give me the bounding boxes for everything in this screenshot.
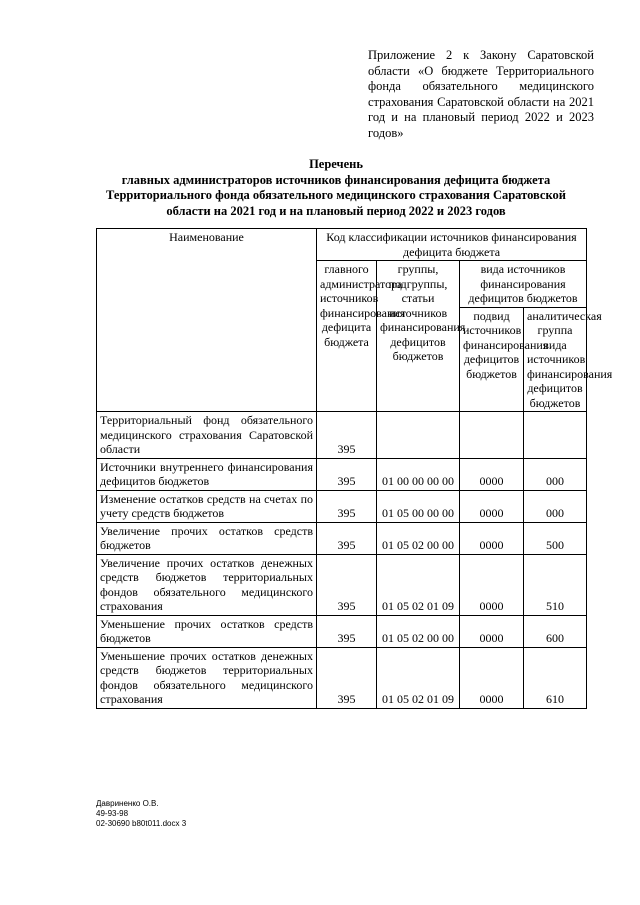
document-title (96, 157, 576, 219)
row-analytic-code: 610 (524, 647, 587, 708)
row-group-code: 01 00 00 00 00 (377, 458, 460, 490)
header-code: Код классификации источников финансирования дефицита бюджета (317, 229, 587, 261)
row-admin-code: 395 (317, 458, 377, 490)
row-analytic-code: 500 (524, 522, 587, 554)
row-analytic-code: 600 (524, 615, 587, 647)
table-row (97, 615, 587, 647)
row-analytic-code: 000 (524, 490, 587, 522)
row-group-code: 01 05 02 01 09 (377, 647, 460, 708)
row-subkind-code (460, 412, 524, 459)
row-group-code: 01 05 02 01 09 (377, 554, 460, 615)
header-group: группы, подгруппы, статьи источников финансирования дефицитов бюджетов (377, 261, 460, 412)
row-name: Уменьшение прочих остатков средств бюджетов (97, 615, 317, 647)
row-group-code: 01 05 02 00 00 (377, 615, 460, 647)
table-row (97, 522, 587, 554)
row-admin-code: 395 (317, 615, 377, 647)
row-analytic-code: 000 (524, 458, 587, 490)
footer-file: 02-30690 b80t011.docx 3 (96, 819, 187, 828)
row-name: Источники внутреннего финансирования дефицитов бюджетов (97, 458, 317, 490)
row-subkind-code: 0000 (460, 647, 524, 708)
row-subkind-code: 0000 (460, 490, 524, 522)
header-name: Наименование (97, 229, 317, 412)
footer-author: Давриненко О.В. (96, 799, 159, 808)
row-name: Уменьшение прочих остатков денежных средств бюджетов территориальных фондов обязательного медицинского страхования (97, 647, 317, 708)
row-name: Увеличение прочих остатков денежных средств бюджетов территориальных фондов обязательного медицинского страхования (97, 554, 317, 615)
footer-phone: 49-93-98 (96, 809, 129, 818)
table-row (97, 490, 587, 522)
header-analytic: аналитическая группа вида источников финансирования дефицитов бюджетов (524, 307, 587, 412)
table-row (97, 458, 587, 490)
appendix-note: Приложение 2 к Закону Саратовской области «О бюджете Территориального фонда обязательного медицинского страхования Саратовской области на 2021 год и на плановый период 2022 и 2023 годов» (368, 48, 594, 140)
title-line-2: главных администраторов источников финансирования дефицита бюджета (121, 172, 551, 187)
table-row (97, 554, 587, 615)
title-line-3: Территориального фонда обязательного медицинского страхования Саратовской (106, 188, 566, 202)
row-admin-code: 395 (317, 412, 377, 459)
header-subkind: подвид источников финансирования дефицитов бюджетов (460, 307, 524, 412)
row-admin-code: 395 (317, 490, 377, 522)
row-subkind-code: 0000 (460, 554, 524, 615)
row-subkind-code: 0000 (460, 615, 524, 647)
title-line-1: Перечень (309, 157, 363, 171)
row-analytic-code (524, 412, 587, 459)
row-subkind-code: 0000 (460, 458, 524, 490)
title-line-4: области на 2021 год и на плановый период 2022 и 2023 годов (166, 203, 506, 218)
row-admin-code: 395 (317, 647, 377, 708)
header-admin: главного администратора источников финансирования дефицита бюджета (317, 261, 377, 412)
administrators-table (96, 228, 613, 709)
row-group-code (377, 412, 460, 459)
row-subkind-code: 0000 (460, 522, 524, 554)
row-name: Увеличение прочих остатков средств бюджетов (97, 522, 317, 554)
footer-info (96, 799, 186, 829)
row-group-code: 01 05 02 00 00 (377, 522, 460, 554)
header-kind: вида источников финансирования дефицитов бюджетов (460, 261, 587, 308)
row-name: Территориальный фонд обязательного медицинского страхования Саратовской области (97, 412, 317, 459)
row-analytic-code: 510 (524, 554, 587, 615)
row-admin-code: 395 (317, 522, 377, 554)
table-row (97, 412, 587, 459)
row-group-code: 01 05 00 00 00 (377, 490, 460, 522)
row-name: Изменение остатков средств на счетах по учету средств бюджетов (97, 490, 317, 522)
table-row (97, 647, 587, 708)
row-admin-code: 395 (317, 554, 377, 615)
